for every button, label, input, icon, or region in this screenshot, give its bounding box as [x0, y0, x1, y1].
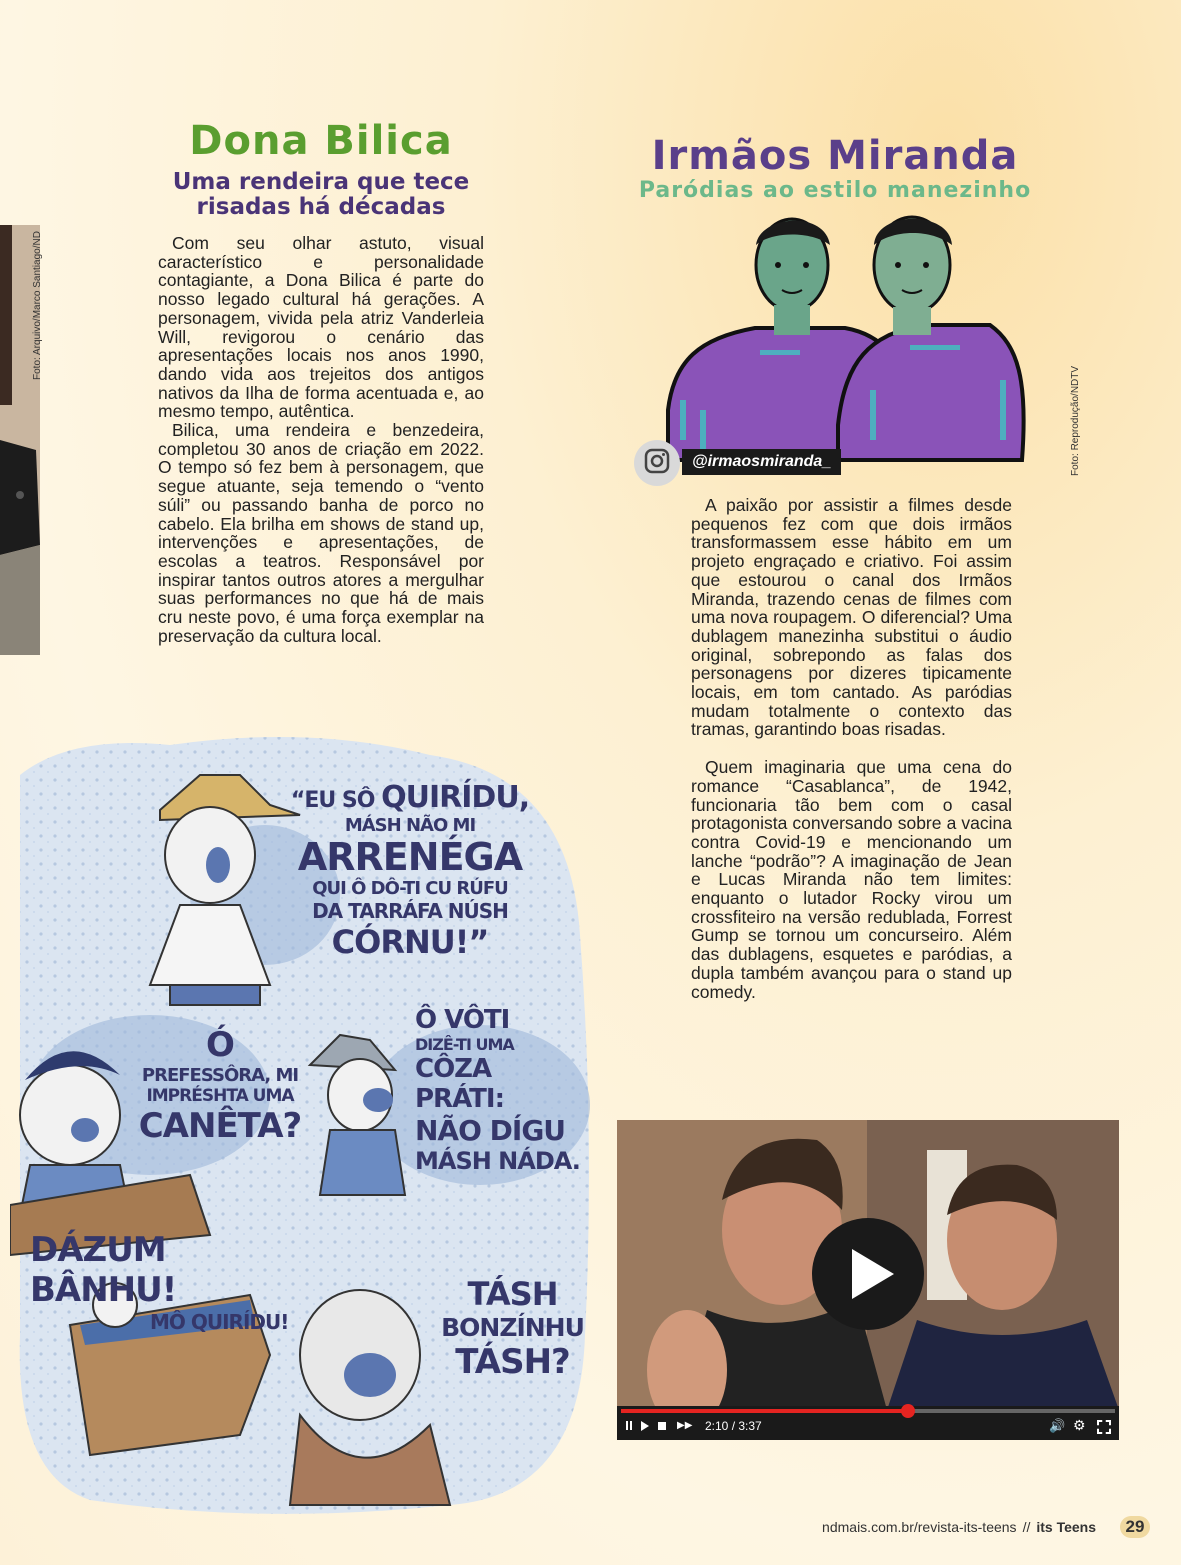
article-subtitle	[160, 170, 482, 220]
instagram-icon	[644, 448, 670, 479]
quote-line: Ô VÔTI	[415, 1005, 510, 1035]
stop-icon[interactable]	[658, 1422, 666, 1430]
subtitle-line: risadas há décadas	[196, 194, 446, 220]
progress-fill	[621, 1409, 908, 1413]
quote-4	[30, 1230, 300, 1334]
fullscreen-icon[interactable]	[1097, 1420, 1111, 1434]
video-player[interactable]	[617, 1120, 1119, 1440]
footer-separator: //	[1022, 1519, 1031, 1535]
quote-line: DA TARRÁFA NÚSH	[312, 899, 508, 923]
paragraph: Quem imaginaria que uma cena do romance “Casablanca”, de 1942, funcionaria tão bem com o casal protagonista conversando sobre a vacina contra Covid-19 e mencionando um lanche “podrão”? A imaginação de Jean e Lucas Miranda não tem limites: enquanto o lutador Rocky virou um crossfiteiro na versão redublada, Forrest Gump se tornou um concurseiro. Além das dublagens, esquetes e paródias, a dupla também avançou para o stand up comedy.	[691, 757, 1012, 1002]
pause-icon[interactable]	[626, 1421, 632, 1430]
page-footer	[780, 1515, 1150, 1539]
quote-line: ARRENÉGA	[297, 835, 523, 879]
paragraph: Bilica, uma rendeira e benzedeira, completou 30 anos de criação em 2022. O tempo só fez bem à personagem, que segue atuante, seja temendo o “vento súli” ou passando banha de porco no cabelo. Ela brilha em shows de stand up, intervenções e apresentações, de escolas a teatros. Responsável por inspirar tantos outros atores a mergulhar suas performances no que há de mais cru neste povo, é uma força exemplar na preservação da cultura local.	[158, 420, 484, 646]
quote-line: QUIRÍDU,	[381, 780, 530, 815]
progress-bar[interactable]	[621, 1409, 1115, 1413]
article-title: Dona Bilica	[189, 118, 453, 164]
play-button[interactable]	[812, 1218, 924, 1330]
article-subtitle: Paródias ao estilo manezinho	[638, 178, 1032, 203]
cartoon-collage	[10, 735, 590, 1515]
quote-line: “EU SÔ	[290, 788, 375, 813]
footer-brand: its Teens	[1036, 1519, 1096, 1535]
quote-line: TÁSH	[467, 1275, 558, 1313]
play-icon	[852, 1249, 894, 1299]
quote-line: DÁZUM BÂNHU!	[30, 1230, 177, 1310]
play-small-icon[interactable]	[641, 1421, 649, 1431]
article-title: Irmãos Miranda	[651, 133, 1019, 179]
quote-line: DIZÊ-TI UMA	[415, 1035, 514, 1054]
quote-line: NÃO DÍGU	[415, 1114, 566, 1147]
instagram-tag[interactable]	[634, 440, 864, 486]
next-icon[interactable]: ▶▶	[677, 1420, 693, 1431]
video-controls	[617, 1406, 1119, 1440]
video-time: 2:10 / 3:37	[705, 1419, 762, 1433]
instagram-handle: @irmaosmiranda_	[682, 449, 841, 475]
volume-icon[interactable]: 🔊	[1049, 1418, 1066, 1433]
quote-line: CÔZA PRÁTI:	[415, 1054, 504, 1114]
paragraph: A paixão por assistir a filmes desde pequenos fez com que dois irmãos transformassem esse hábito em um projeto engraçado e criativo. Foi assim que estourou o canal dos Irmãos Miranda, trazendo cenas de filmes com uma nova roupagem. O diferencial? Uma dublagem manezinha substitui o áudio original, sobrepondo as falas dos personagens por dizeres tipicamente locais, em tom cantado. As paródias mudam totalmente o contexto das tramas, garantindo boas risadas.	[691, 495, 1012, 740]
photo-credit-left: Foto: Arquivo/Marco Santiago/ND	[32, 231, 43, 380]
quote-line: MÔ QUIRÍDU!	[150, 1310, 289, 1334]
quote-line	[285, 780, 535, 815]
quote-line: Ó	[206, 1025, 234, 1065]
quote-line: CANÊTA?	[138, 1106, 302, 1146]
article-body	[158, 234, 484, 645]
page-number-badge	[1120, 1516, 1150, 1538]
quote-line: CÓRNU!”	[331, 923, 489, 961]
subtitle-line: Uma rendeira que tece	[172, 169, 470, 195]
quote-line: IMPRÉSHTA UMA	[146, 1086, 294, 1106]
progress-handle[interactable]	[901, 1404, 915, 1418]
quote-line: QUI Ô DÔ-TI CU RÚFU	[312, 878, 508, 899]
quote-1	[285, 780, 535, 961]
quote-3	[415, 1005, 585, 1175]
quote-line: MÁSH NÁDA.	[415, 1147, 580, 1175]
footer-url[interactable]: ndmais.com.br/revista-its-teens	[822, 1519, 1017, 1535]
quote-line: MÁSH NÃO MI	[344, 815, 476, 836]
photo-credit-right: Foto: Reprodução/NDTV	[1070, 365, 1081, 476]
page-number: 29	[1125, 1517, 1145, 1536]
quote-2	[130, 1025, 310, 1146]
quote-5	[440, 1275, 585, 1382]
quote-line: PREFESSÔRA, MI	[141, 1065, 299, 1086]
instagram-badge	[634, 440, 680, 486]
irmaos-miranda-illustration	[660, 210, 1030, 470]
article-body	[691, 496, 1012, 1001]
paragraph: Com seu olhar astuto, visual característico e personalidade contagiante, a Dona Bilica é parte do nosso legado cultural há gerações. A personagem, vivida pela atriz Vanderleia Will, revigorou o cenário das apresentações locais nos anos 1990, dando vida aos trejeitos dos antigos nativos da Ilha de forma acentuada e, ao mesmo tempo, autêntica.	[158, 233, 484, 422]
quote-line: TÁSH?	[455, 1342, 570, 1382]
quote-line: BONZÍNHU	[441, 1313, 584, 1342]
settings-icon[interactable]: ⚙	[1073, 1417, 1086, 1433]
